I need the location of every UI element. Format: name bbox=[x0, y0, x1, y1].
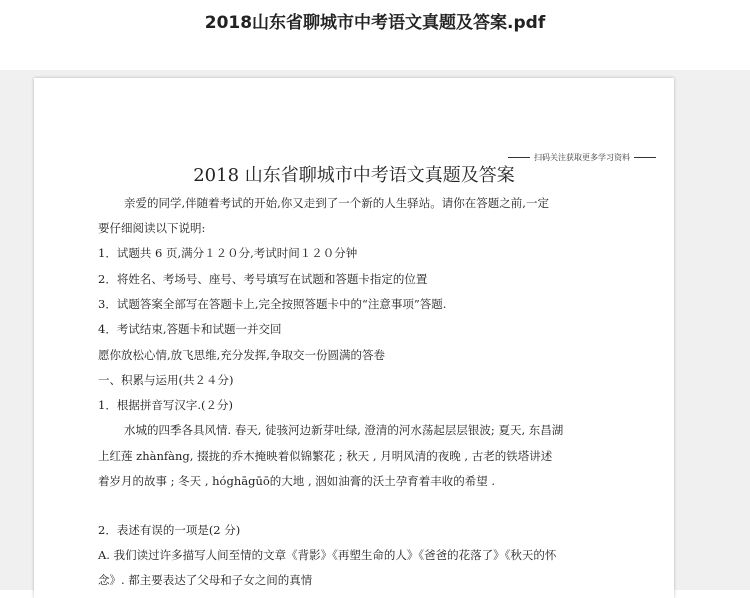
section-heading: 一、积累与运用(共２４分) bbox=[98, 373, 234, 387]
page-title: 2018 山东省聊城市中考语文真题及答案 bbox=[193, 165, 515, 186]
text-line: 要仔细阅读以下说明: bbox=[98, 221, 206, 235]
badge-line-right bbox=[634, 157, 656, 158]
question-heading: 2．表述有误的一项是(2 分) bbox=[98, 523, 241, 537]
text-line: 2．将姓名、考场号、座号、考号填写在试题和答题卡指定的位置 bbox=[98, 272, 428, 286]
viewer-header bbox=[0, 0, 750, 70]
text-line: 3．试题答案全部写在答题卡上,完全按照答题卡中的“注意事项”答题. bbox=[98, 297, 447, 311]
document-page bbox=[34, 78, 674, 598]
file-title: 2018山东省聊城市中考语文真题及答案.pdf bbox=[204, 13, 546, 33]
text-line: 水城的四季各具风情. 春天, 徒骇河边新芽吐绿, 澄清的河水荡起层层银波; 夏天, 东昌湖 bbox=[124, 423, 564, 437]
text-line: 亲爱的同学,伴随着考试的开始,你又走到了一个新的人生驿站。请你在答题之前,一定 bbox=[124, 196, 549, 210]
badge-line-left bbox=[508, 157, 530, 158]
text-line: 愿你放松心情,放飞思维,充分发挥,争取交一份圆满的答卷 bbox=[98, 348, 385, 362]
text-line: 上红莲 zhànfàng, 掇拢的乔木掩映着似锦繁花 ; 秋天 , 月明风清的夜晚 , 古老的铁塔讲述 bbox=[98, 449, 553, 463]
text-line: 着岁月的故事 ; 冬天 , hóghāgūō的大地 , 洇如油膏的沃土孕育着丰收的希望 . bbox=[98, 474, 496, 488]
text-line: 4．考试结束,答题卡和试题一并交回 bbox=[98, 322, 282, 336]
text-line: 1．试题共 6 页,满分１２０分,考试时间１２０分钟 bbox=[98, 246, 358, 260]
text-line: A. 我们读过许多描写人间至情的文章《背影》《再塑生命的人》《爸爸的花落了》《秋天的怀 bbox=[98, 548, 557, 562]
question-heading: 1．根据拼音写汉字.(２分) bbox=[98, 398, 233, 412]
badge-text: 扫码关注获取更多学习资料 bbox=[534, 153, 630, 162]
text-line: 念》. 都主要表达了父母和子女之间的真情 bbox=[98, 573, 313, 587]
